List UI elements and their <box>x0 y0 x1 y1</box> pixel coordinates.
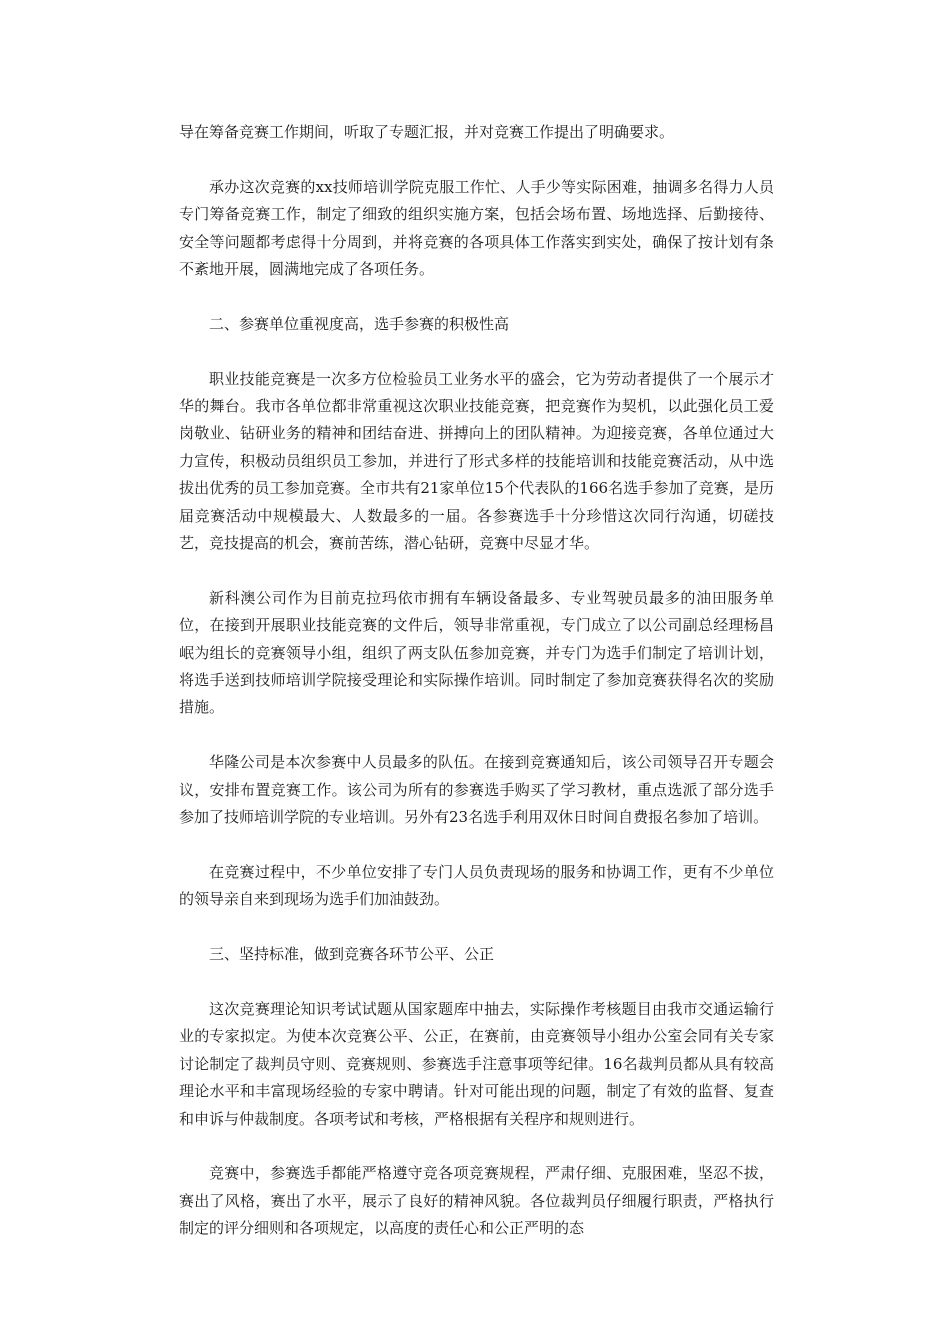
paragraph-competition-conduct: 竞赛中，参赛选手都能严格遵守竞各项竞赛规程，严肃仔细、克服困难，坚忍不拔，赛出了风格，赛出了水平，展示了良好的精神风貌。各位裁判员仔细履行职责，严格执行制定的评分细则和各项规定，以高度的责任心和公正严明的态 <box>179 1164 774 1238</box>
paragraph-continuation: 导在筹备竞赛工作期间，听取了专题汇报，并对竞赛工作提出了明确要求。 <box>179 123 675 141</box>
section-heading-three: 三、坚持标准，做到竞赛各环节公平、公正 <box>209 945 495 964</box>
document-page <box>179 119 774 1270</box>
paragraph-onsite-support: 在竞赛过程中，不少单位安排了专门人员负责现场的服务和协调工作，更有不少单位的领导亲自来到现场为选手们加油鼓劲。 <box>179 862 774 909</box>
paragraph-organizer: 承办这次竞赛的xx技师培训学院克服工作忙、人手少等实际困难，抽调多名得力人员专门筹备竞赛工作，制定了细致的组织实施方案，包括会场布置、场地选择、后勤接待、安全等问题都考虑得十分周到，并将竞赛的各项具体工作落实到实处，确保了按计划有条不紊地开展，圆满地完成了各项任务。 <box>179 177 774 279</box>
paragraph-xinkeao: 新科澳公司作为目前克拉玛依市拥有车辆设备最多、专业驾驶员最多的油田服务单位，在接到开展职业技能竞赛的文件后，领导非常重视，专门成立了以公司副总经理杨昌岷为组长的竞赛领导小组，组织了两支队伍参加竞赛，并专门为选手们制定了培训计划，将选手送到技师培训学院接受理论和实际操作培训。同时制定了参加竞赛获得名次的奖励措施。 <box>179 588 774 717</box>
section-heading-two: 二、参赛单位重视度高，选手参赛的积极性高 <box>209 314 510 333</box>
paragraph-exam-rules: 这次竞赛理论知识考试试题从国家题库中抽去，实际操作考核题目由我市交通运输行业的专家拟定。为使本次竞赛公平、公正，在赛前，由竞赛领导小组办公室会同有关专家讨论制定了裁判员守则、竞赛规则、参赛选手注意事项等纪律。16名裁判员都从具有较高理论水平和丰富现场经验的专家中聘请。针对可能出现的问题，制定了有效的监督、复查和申诉与仲裁制度。各项考试和考核，严格根据有关程序和规则进行。 <box>179 999 774 1128</box>
paragraph-skills-competition: 职业技能竞赛是一次多方位检验员工业务水平的盛会，它为劳动者提供了一个展示才华的舞台。我市各单位都非常重视这次职业技能竞赛，把竞赛作为契机，以此强化员工爱岗敬业、钻研业务的精神和团结奋进、拼搏向上的团队精神。为迎接竞赛，各单位通过大力宣传，积极动员组织员工参加，并进行了形式多样的技能培训和技能竞赛活动，从中选拔出优秀的员工参加竞赛。全市共有21家单位15个代表队的166名选手参加了竞赛，是历届竞赛活动中规模最大、人数最多的一届。各参赛选手十分珍惜这次同行沟通，切磋技艺，竞技提高的机会，赛前苦练，潜心钻研，竞赛中尽显才华。 <box>179 369 774 553</box>
paragraph-hualong: 华隆公司是本次参赛中人员最多的队伍。在接到竞赛通知后，该公司领导召开专题会议，安排布置竞赛工作。该公司为所有的参赛选手购买了学习教材，重点选派了部分选手参加了技师培训学院的专业培训。另外有23名选手利用双休日时间自费报名参加了培训。 <box>179 753 774 827</box>
